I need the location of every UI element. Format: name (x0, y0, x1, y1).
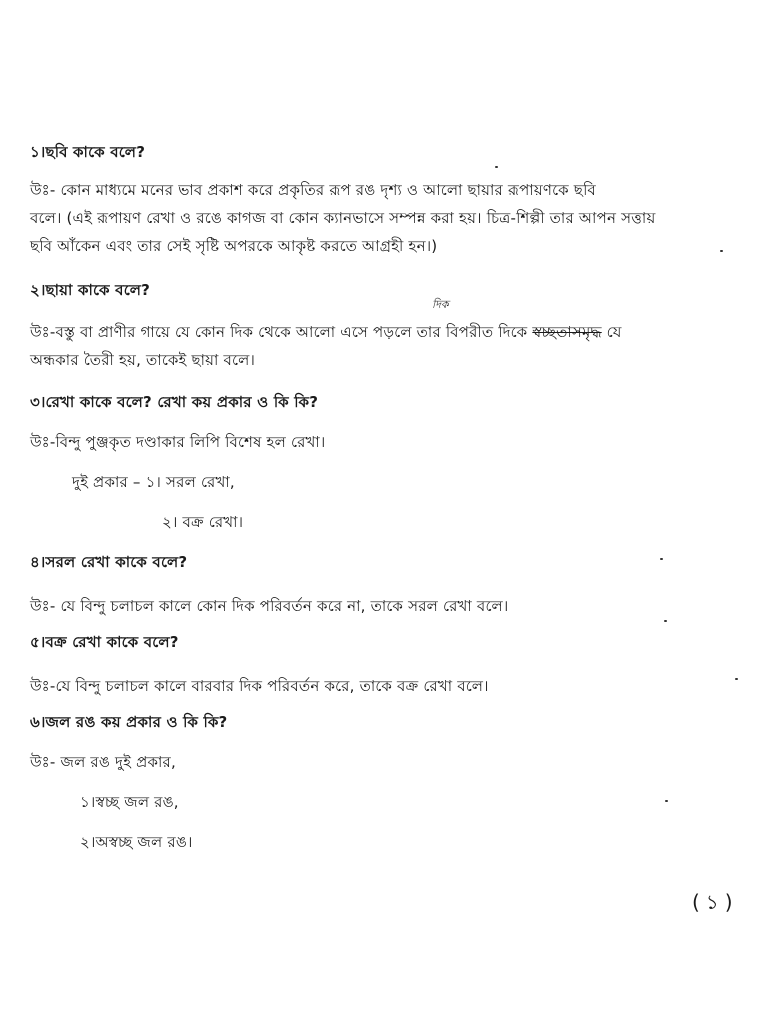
line-types-2: ২। বক্র রেখা। (162, 513, 244, 531)
struck-word: স্বচ্ছতাসমৃদ্ধ (532, 323, 602, 341)
answer-1-line-1: উঃ- কোন মাধ্যমে মনের ভাব প্রকাশ করে প্রকৃতির রূপ রঙ দৃশ্য ও আলো ছায়ার রূপায়ণকে ছবি (30, 181, 596, 199)
answer-4: উঃ- যে বিন্দু চলাচল কালে কোন দিক পরিবর্তন করে না, তাকে সরল রেখা বলে। (30, 597, 509, 615)
scan-speck (735, 678, 738, 680)
scan-speck (665, 800, 668, 802)
answer-2-line-1-after: যে (601, 323, 622, 341)
scan-speck (720, 250, 723, 252)
scan-speck (664, 620, 667, 622)
answer-5: উঃ-যে বিন্দু চলাচল কালে বারবার দিক পরিবর্তন করে, তাকে বক্র রেখা বলে। (30, 677, 489, 695)
page-number: (১) (692, 890, 739, 914)
question-2: ২।ছায়া কাকে বলে? (30, 281, 151, 299)
question-3: ৩।রেখা কাকে বলে? রেখা কয় প্রকার ও কি কি? (30, 393, 319, 411)
watercolor-type-1: ১।স্বচ্ছ জল রঙ, (80, 793, 179, 811)
answer-1-line-2: বলে। (এই রূপায়ণ রেখা ও রঙে কাগজ বা কোন ক্যানভাসে সম্পন্ন করা হয়। চিত্র-শিল্পী তার আপন সত্তায় (30, 209, 656, 227)
answer-2-line-2: অন্ধকার তৈরী হয়, তাকেই ছায়া বলে। (30, 351, 256, 369)
answer-2-line-1 (30, 322, 622, 342)
question-1: ১।ছবি কাকে বলে? (30, 143, 146, 161)
line-types-1: দুই প্রকার – ১। সরল রেখা, (72, 473, 235, 491)
answer-3: উঃ-বিন্দু পুঞ্জকৃত দণ্ডাকার লিপি বিশেষ হল রেখা। (30, 433, 326, 451)
scan-speck (660, 558, 663, 560)
answer-6: উঃ- জল রঙ দুই প্রকার, (30, 753, 176, 771)
scan-speck (495, 166, 498, 168)
question-6: ৬।জল রঙ কয় প্রকার ও কি কি? (30, 713, 228, 731)
question-5: ৫।বক্র রেখা কাকে বলে? (30, 633, 179, 651)
question-4: ৪।সরল রেখা কাকে বলে? (30, 553, 188, 571)
watercolor-type-2: ২।অস্বচ্ছ জল রঙ। (80, 833, 193, 851)
answer-2-line-1-before: উঃ-বস্তু বা প্রাণীর গায়ে যে কোন দিক থেকে আলো এসে পড়লে তার বিপরীত দিকে (30, 323, 533, 341)
answer-1-line-3: ছবি আঁকেন এবং তার সেই সৃষ্টি অপরকে আকৃষ্ট করতে আগ্রহী হন।) (30, 237, 438, 255)
handwritten-note: দিক (432, 298, 449, 311)
